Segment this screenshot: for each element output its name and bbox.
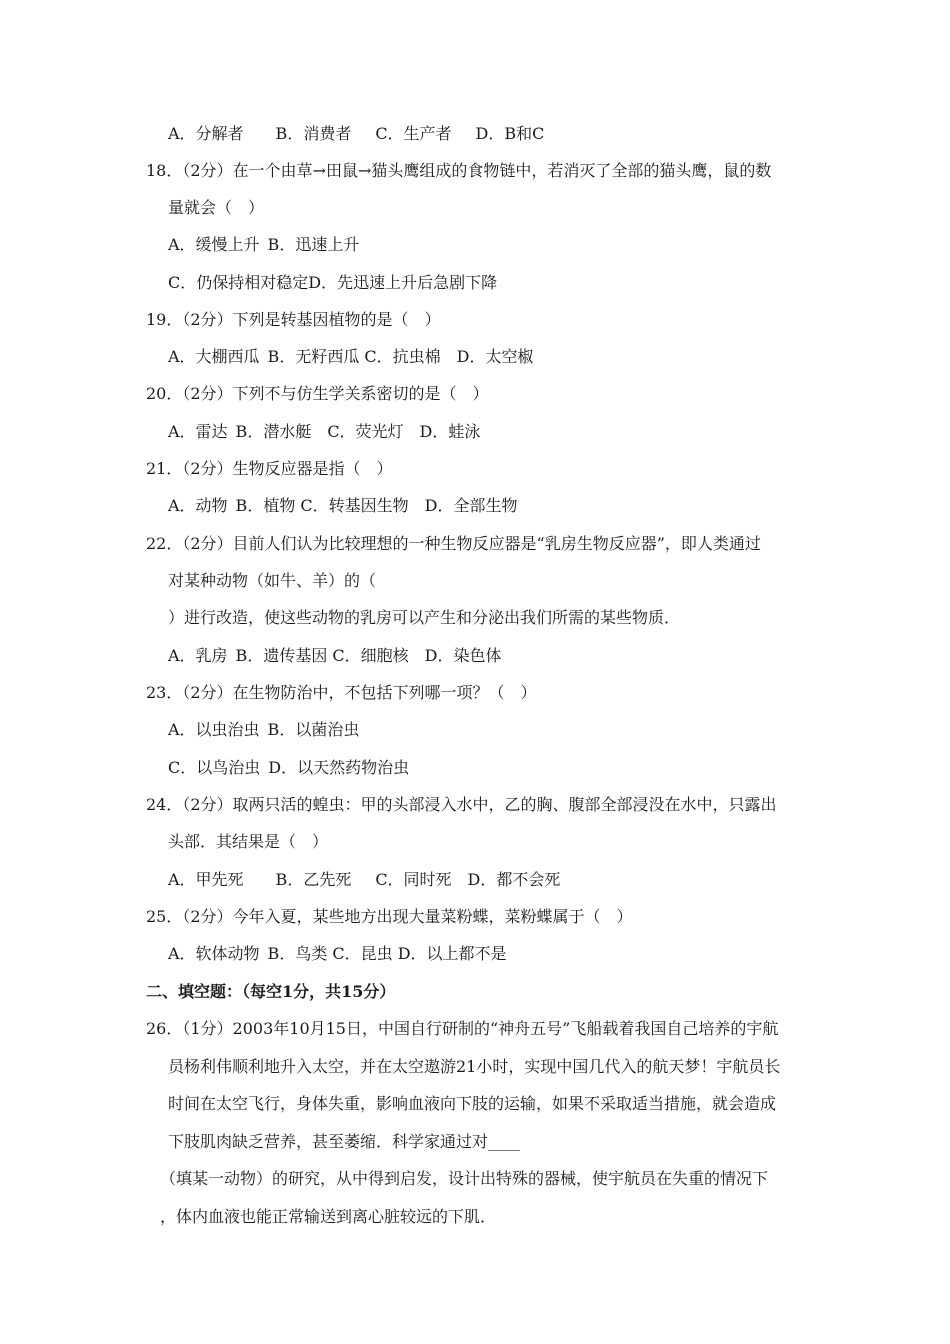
q19-options: A．大棚西瓜 B．无籽西瓜 C．抗虫棉 D．太空椒	[168, 347, 534, 366]
q22-options: A．乳房 B．遗传基因 C．细胞核 D．染色体	[168, 646, 502, 665]
q18-options-cd: C．仍保持相对稳定D．先迅速上升后急剧下降	[168, 273, 498, 292]
section-heading: 二、填空题：（每空1分，共15分）	[146, 982, 396, 1001]
q26-line: 员杨利伟顺利地升入太空，并在太空遨游21小时，实现中国几代入的航天梦！宇航员长	[168, 1057, 781, 1076]
q18-stem-continued: 量就会（ ）	[168, 198, 265, 217]
q18-options-ab: A．缓慢上升 B．迅速上升	[168, 235, 360, 254]
q20-options: A．雷达 B．潜水艇 C．荧光灯 D．蛙泳	[168, 422, 481, 441]
q26-line: 下肢肌肉缺乏营养，甚至萎缩．科学家通过对____	[168, 1132, 521, 1151]
q23-options-cd: C．以鸟治虫 D．以天然药物治虫	[168, 758, 410, 777]
q24-stem: 24．（2分）取两只活的蝗虫：甲的头部浸入水中，乙的胸、腹部全部浸没在水中，只露出	[146, 795, 777, 814]
q26-line: 时间在太空飞行，身体失重，影响血液向下肢的运输，如果不采取适当措施，就会造成	[168, 1094, 777, 1113]
q23-stem: 23．（2分）在生物防治中，不包括下列哪一项？（ ）	[146, 683, 537, 702]
q20-stem: 20．（2分）下列不与仿生学关系密切的是（ ）	[146, 384, 489, 403]
q17-options: A．分解者 B．消费者 C．生产者 D．B和C	[168, 124, 545, 143]
q22-stem-continued-2: ）进行改造，使这些动物的乳房可以产生和分泌出我们所需的某些物质．	[168, 608, 681, 627]
q25-stem: 25．（2分）今年入夏，某些地方出现大量菜粉蝶，菜粉蝶属于（ ）	[146, 907, 633, 926]
q22-stem-continued: 对某种动物（如牛、羊）的（	[168, 571, 377, 590]
q25-options: A．软体动物 B．鸟类 C．昆虫 D．以上都不是	[168, 944, 507, 963]
q26-line: （填某一动物）的研究，从中得到启发，设计出特殊的器械，使宇航员在失重的情况下	[160, 1169, 769, 1188]
q22-stem: 22．（2分）目前人们认为比较理想的一种生物反应器是“乳房生物反应器”，即人类通过	[146, 534, 761, 553]
q21-stem: 21．（2分）生物反应器是指（ ）	[146, 459, 393, 478]
q23-options-ab: A．以虫治虫 B．以菌治虫	[168, 720, 360, 739]
q19-stem: 19．（2分）下列是转基因植物的是（ ）	[146, 310, 441, 329]
q26-line: ，体内血液也能正常输送到离心脏较远的下肌．	[160, 1207, 497, 1226]
q21-options: A．动物 B．植物 C．转基因生物 D．全部生物	[168, 496, 518, 515]
q24-stem-continued: 头部．其结果是（ ）	[168, 832, 329, 851]
q18-stem: 18．（2分）在一个由草→田鼠→猫头鹰组成的食物链中，若消灭了全部的猫头鹰，鼠的数	[146, 161, 772, 180]
q24-options: A．甲先死 B．乙先死 C．同时死 D．都不会死	[168, 870, 561, 889]
q26-line: 26．（1分）2003年10月15日，中国自行研制的“神舟五号”飞船载着我国自己培养的宇航	[146, 1019, 779, 1038]
